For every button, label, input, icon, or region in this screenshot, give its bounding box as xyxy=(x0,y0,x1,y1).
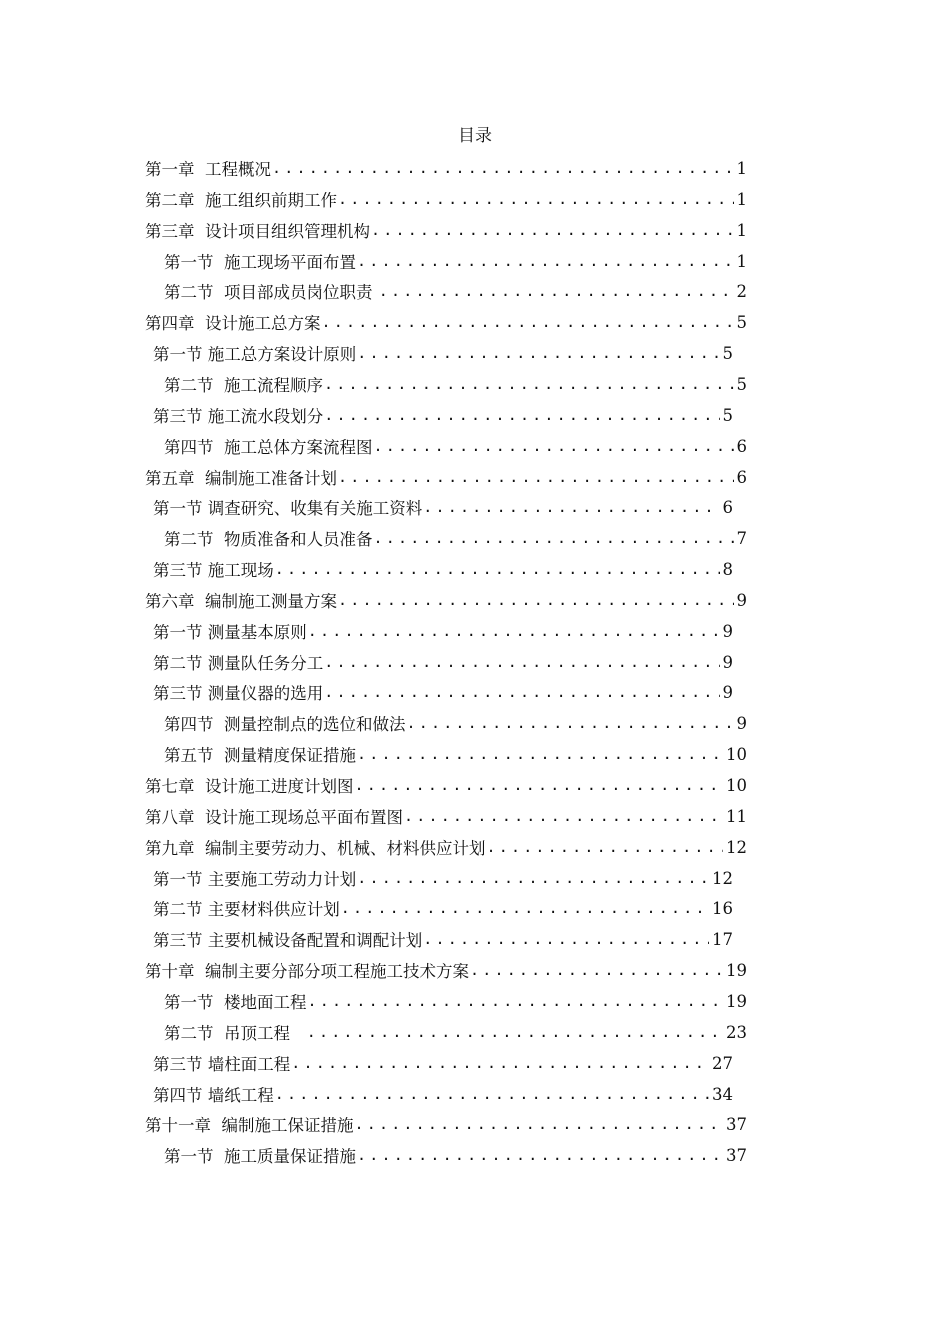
toc-entry-label: 第九章 编制主要劳动力、机械、材料供应计划 xyxy=(145,839,486,858)
toc-entry[interactable] xyxy=(153,1049,733,1077)
toc-leader-dots xyxy=(338,190,734,208)
toc-entry[interactable] xyxy=(153,678,733,706)
toc-entry[interactable] xyxy=(164,432,747,460)
toc-page-number: 1 xyxy=(736,220,747,240)
toc-entry-label: 第二节 测量队任务分工 xyxy=(153,654,324,673)
toc-page-number: 6 xyxy=(736,436,747,456)
toc-entry[interactable] xyxy=(153,1080,733,1108)
toc-leader-dots xyxy=(338,591,734,609)
toc-page-number: 6 xyxy=(722,497,733,517)
toc-entry-label: 第四节 施工总体方案流程图 xyxy=(164,438,373,457)
toc-entry-label: 第三节 墙柱面工程 xyxy=(153,1055,291,1074)
toc-entry[interactable] xyxy=(153,864,733,892)
toc-entry-label: 第一章 工程概况 xyxy=(145,160,271,179)
toc-entry-label: 第二节 物质准备和人员准备 xyxy=(164,530,373,549)
toc-leader-dots xyxy=(357,252,734,270)
toc-entry-label: 第一节 施工总方案设计原则 xyxy=(153,345,357,364)
toc-page-number: 5 xyxy=(722,343,733,363)
toc-entry-label: 第一节 测量基本原则 xyxy=(153,623,307,642)
toc-entry[interactable] xyxy=(164,370,747,398)
toc-entry[interactable] xyxy=(145,154,747,182)
toc-entry-label: 第十一章 编制施工保证措施 xyxy=(145,1116,354,1135)
toc-entry-label: 第五节 测量精度保证措施 xyxy=(164,746,356,765)
toc-entry-label: 第四节 墙纸工程 xyxy=(153,1086,274,1105)
toc-page-number: 37 xyxy=(726,1114,747,1134)
toc-leader-dots xyxy=(374,529,734,547)
toc-leader-dots xyxy=(275,560,720,578)
toc-leader-dots xyxy=(357,1146,723,1164)
toc-entry[interactable] xyxy=(164,247,747,275)
toc-entry[interactable] xyxy=(164,1018,747,1046)
toc-entry-label: 第一节 施工现场平面布置 xyxy=(164,253,356,272)
toc-entry-label: 第一节 调查研究、收集有关施工资料 xyxy=(153,499,423,518)
toc-entry-label: 第三节 施工流水段划分 xyxy=(153,407,324,426)
toc-entry-label: 第三节 测量仪器的选用 xyxy=(153,684,324,703)
toc-page-number: 5 xyxy=(736,374,747,394)
toc-entry[interactable] xyxy=(164,277,747,305)
toc-entry[interactable] xyxy=(164,1141,747,1169)
toc-entry-label: 第三节 主要机械设备配置和调配计划 xyxy=(153,931,423,950)
toc-entry-label: 第七章 设计施工进度计划图 xyxy=(145,777,354,796)
toc-page-number: 9 xyxy=(722,682,733,702)
toc-entry[interactable] xyxy=(164,709,747,737)
toc-page-number: 1 xyxy=(736,158,747,178)
toc-page-number: 9 xyxy=(722,652,733,672)
toc-page-number: 5 xyxy=(722,405,733,425)
toc-entry-label: 第一节 施工质量保证措施 xyxy=(164,1147,356,1166)
toc-entry-label: 第二节 吊顶工程 xyxy=(164,1024,306,1043)
toc-entry[interactable] xyxy=(153,339,733,367)
toc-entry-label: 第三章 设计项目组织管理机构 xyxy=(145,222,370,241)
toc-page-number: 19 xyxy=(726,960,747,980)
toc-entry[interactable] xyxy=(153,493,733,521)
toc-leader-dots xyxy=(470,961,723,979)
toc-page-number: 27 xyxy=(712,1053,733,1073)
toc-leader-dots xyxy=(324,406,719,424)
toc-entry-label: 第八章 设计施工现场总平面布置图 xyxy=(145,808,403,827)
toc-leader-dots xyxy=(272,159,734,177)
toc-entry[interactable] xyxy=(145,833,747,861)
toc-leader-dots xyxy=(487,838,724,856)
toc-page-number: 9 xyxy=(722,621,733,641)
toc-leader-dots xyxy=(355,776,724,794)
toc-leader-dots xyxy=(423,498,719,516)
toc-leader-dots xyxy=(374,437,734,455)
toc-page-number: 37 xyxy=(726,1145,747,1165)
toc-page-number: 17 xyxy=(712,929,733,949)
toc-leader-dots xyxy=(291,1054,709,1072)
toc-leader-dots xyxy=(357,869,709,887)
toc-entry-label: 第二节 项目部成员岗位职责 xyxy=(164,283,378,302)
toc-entry[interactable] xyxy=(164,524,747,552)
toc-leader-dots xyxy=(404,807,723,825)
toc-leader-dots xyxy=(324,653,719,671)
toc-entry[interactable] xyxy=(145,586,747,614)
toc-title: 目录 xyxy=(458,126,492,146)
toc-leader-dots xyxy=(324,375,734,393)
toc-entry[interactable] xyxy=(145,216,747,244)
toc-leader-dots xyxy=(355,1115,724,1133)
toc-entry[interactable] xyxy=(145,771,747,799)
toc-leader-dots xyxy=(307,1023,723,1041)
toc-entry[interactable] xyxy=(153,925,733,953)
toc-leader-dots xyxy=(275,1085,709,1103)
toc-entry[interactable] xyxy=(153,617,733,645)
toc-leader-dots xyxy=(308,992,724,1010)
toc-page-number: 34 xyxy=(712,1084,733,1104)
toc-page-number: 10 xyxy=(726,744,747,764)
toc-leader-dots xyxy=(308,622,720,640)
toc-page-number: 1 xyxy=(736,189,747,209)
toc-leader-dots xyxy=(407,714,734,732)
toc-entry-label: 第五章 编制施工准备计划 xyxy=(145,469,337,488)
toc-entry-label: 第三节 施工现场 xyxy=(153,561,274,580)
toc-entry[interactable] xyxy=(164,740,747,768)
toc-entry-label: 第二节 施工流程顺序 xyxy=(164,376,323,395)
toc-leader-dots xyxy=(357,344,719,362)
toc-leader-dots xyxy=(324,683,719,701)
toc-page-number: 5 xyxy=(736,312,747,332)
toc-page-number: 12 xyxy=(726,837,747,857)
toc-entry-label: 第一节 楼地面工程 xyxy=(164,993,307,1012)
toc-entry-label: 第一节 主要施工劳动力计划 xyxy=(153,870,357,889)
toc-entry-label: 第四章 设计施工总方案 xyxy=(145,314,321,333)
toc-leader-dots xyxy=(357,745,723,763)
toc-page-number: 9 xyxy=(736,713,747,733)
toc-entry[interactable] xyxy=(145,185,747,213)
toc-page-number: 12 xyxy=(712,868,733,888)
toc-page-number: 9 xyxy=(736,590,747,610)
toc-entry-label: 第二节 主要材料供应计划 xyxy=(153,900,340,919)
toc-entry[interactable] xyxy=(145,1110,747,1138)
toc-page-number: 19 xyxy=(726,991,747,1011)
toc-leader-dots xyxy=(338,468,734,486)
toc-entry-label: 第六章 编制施工测量方案 xyxy=(145,592,337,611)
toc-entry[interactable] xyxy=(145,802,747,830)
toc-entry[interactable] xyxy=(145,956,747,984)
toc-page-number: 23 xyxy=(726,1022,747,1042)
toc-leader-dots xyxy=(379,282,734,300)
toc-entry-label: 第四节 测量控制点的选位和做法 xyxy=(164,715,406,734)
toc-entry[interactable] xyxy=(153,648,733,676)
toc-page-number: 16 xyxy=(712,898,733,918)
toc-leader-dots xyxy=(322,313,734,331)
toc-entry[interactable] xyxy=(164,987,747,1015)
toc-page-number: 7 xyxy=(736,528,747,548)
toc-page-number: 11 xyxy=(726,806,747,826)
toc-leader-dots xyxy=(423,930,709,948)
toc-entry[interactable] xyxy=(153,555,733,583)
toc-page-number: 8 xyxy=(722,559,733,579)
toc-entry[interactable] xyxy=(145,308,747,336)
toc-leader-dots xyxy=(371,221,734,239)
toc-entry-label: 第二章 施工组织前期工作 xyxy=(145,191,337,210)
toc-entry-label: 第十章 编制主要分部分项工程施工技术方案 xyxy=(145,962,469,981)
toc-page-number: 6 xyxy=(736,467,747,487)
toc-page-number: 1 xyxy=(736,251,747,271)
toc-leader-dots xyxy=(341,899,709,917)
toc-entry[interactable] xyxy=(145,463,747,491)
toc-entry[interactable] xyxy=(153,401,733,429)
toc-page-number: 2 xyxy=(736,281,747,301)
toc-page-number: 10 xyxy=(726,775,747,795)
toc-entry[interactable] xyxy=(153,894,733,922)
